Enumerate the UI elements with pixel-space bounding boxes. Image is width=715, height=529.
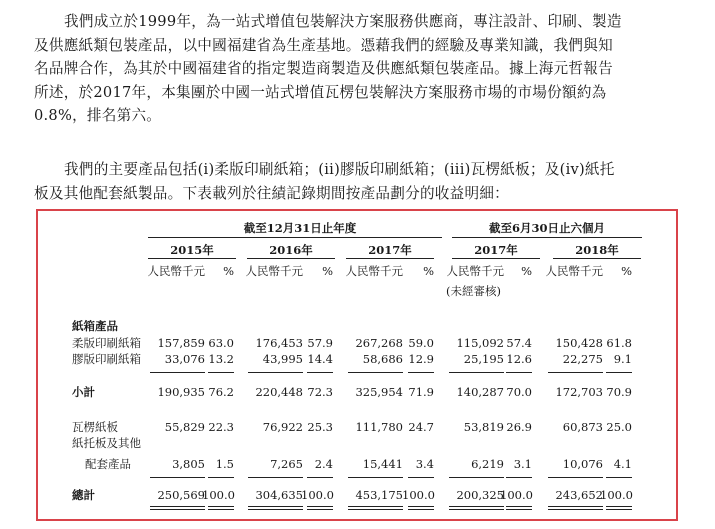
cell-amount: 33,076 bbox=[164, 352, 205, 366]
intro-line: 0.8%，排名第六。 bbox=[34, 107, 162, 125]
products-paragraph bbox=[34, 158, 660, 205]
pct-label: % bbox=[223, 264, 234, 278]
products-line: 板及其他配套紙製品。下表載列於往績記錄期間按產品劃分的收益明細： bbox=[34, 184, 510, 202]
cell-percent: 72.3 bbox=[307, 385, 333, 399]
group-underline-interim bbox=[452, 237, 642, 238]
cell-percent: 76.2 bbox=[208, 385, 234, 399]
cell-amount: 15,441 bbox=[362, 457, 403, 471]
intro-paragraph bbox=[34, 10, 660, 128]
row-label: 瓦楞紙板 bbox=[72, 420, 118, 434]
cell-amount: 190,935 bbox=[157, 385, 205, 399]
total-rule-top bbox=[408, 477, 434, 478]
group-header-interim: 截至6月30日止六個月 bbox=[488, 221, 605, 235]
row-label: 紙托板及其他 bbox=[72, 436, 141, 450]
cell-amount: 267,268 bbox=[355, 336, 403, 350]
year-header: 2016年 bbox=[269, 243, 313, 257]
intro-line: 所述，於2017年，本集團於中國一站式增值瓦楞包裝解決方案服務市場的市場份額約為 bbox=[34, 83, 607, 101]
cell-percent: 14.4 bbox=[307, 352, 333, 366]
year-underline bbox=[346, 258, 434, 259]
total-rule-double bbox=[307, 506, 333, 510]
cell-percent: 70.0 bbox=[506, 385, 532, 399]
unit-label: 人民幣千元 bbox=[446, 264, 504, 278]
cell-percent: 4.1 bbox=[613, 457, 632, 471]
cell-percent: 100.0 bbox=[202, 488, 235, 502]
cell-amount: 7,265 bbox=[270, 457, 303, 471]
cell-percent: 57.9 bbox=[307, 336, 333, 350]
unit-label: 人民幣千元 bbox=[545, 264, 603, 278]
cell-amount: 25,195 bbox=[463, 352, 504, 366]
cell-percent: 22.3 bbox=[208, 420, 234, 434]
unit-label: 人民幣千元 bbox=[345, 264, 403, 278]
cell-percent: 100.0 bbox=[500, 488, 533, 502]
subtotal-rule-top bbox=[449, 372, 504, 373]
cell-percent: 25.3 bbox=[307, 420, 333, 434]
total-rule-double bbox=[348, 506, 403, 510]
cell-percent: 26.9 bbox=[506, 420, 532, 434]
total-rule-double bbox=[248, 506, 303, 510]
row-label-cont: 配套產品 bbox=[85, 457, 131, 471]
cell-percent: 100.0 bbox=[301, 488, 334, 502]
total-rule-top bbox=[307, 477, 333, 478]
cell-percent: 100.0 bbox=[600, 488, 633, 502]
cell-amount: 157,859 bbox=[157, 336, 205, 350]
cell-percent: 59.0 bbox=[408, 336, 434, 350]
section-label: 紙箱產品 bbox=[72, 319, 118, 333]
cell-amount: 58,686 bbox=[362, 352, 403, 366]
cell-amount: 111,780 bbox=[355, 420, 403, 434]
year-underline bbox=[247, 258, 335, 259]
pct-label: % bbox=[423, 264, 434, 278]
cell-amount: 6,219 bbox=[471, 457, 504, 471]
cell-percent: 1.5 bbox=[215, 457, 234, 471]
pct-label: % bbox=[521, 264, 532, 278]
subtotal-rule-top bbox=[248, 372, 303, 373]
cell-percent: 24.7 bbox=[408, 420, 434, 434]
year-header: 2018年 bbox=[575, 243, 619, 257]
row-label: 總計 bbox=[72, 488, 95, 502]
cell-amount: 250,569 bbox=[157, 488, 205, 502]
total-rule-top bbox=[150, 477, 205, 478]
cell-amount: 3,805 bbox=[172, 457, 205, 471]
cell-amount: 172,703 bbox=[555, 385, 603, 399]
unaudited-note: (未經審核) bbox=[446, 284, 501, 298]
year-underline bbox=[553, 258, 641, 259]
cell-amount: 140,287 bbox=[456, 385, 504, 399]
cell-percent: 3.4 bbox=[415, 457, 434, 471]
cell-amount: 200,325 bbox=[456, 488, 504, 502]
cell-amount: 150,428 bbox=[555, 336, 603, 350]
cell-percent: 12.9 bbox=[408, 352, 434, 366]
subtotal-rule-top bbox=[150, 372, 205, 373]
cell-amount: 325,954 bbox=[355, 385, 403, 399]
total-rule-top bbox=[606, 477, 632, 478]
subtotal-rule-top bbox=[348, 372, 403, 373]
subtotal-rule-top bbox=[548, 372, 603, 373]
total-rule-double bbox=[150, 506, 205, 510]
cell-amount: 115,092 bbox=[456, 336, 504, 350]
year-header: 2015年 bbox=[170, 243, 214, 257]
total-rule-top bbox=[506, 477, 532, 478]
group-underline-annual bbox=[148, 237, 442, 238]
cell-percent: 63.0 bbox=[208, 336, 234, 350]
cell-percent: 70.9 bbox=[606, 385, 632, 399]
cell-percent: 71.9 bbox=[408, 385, 434, 399]
subtotal-rule-top bbox=[208, 372, 234, 373]
cell-percent: 12.6 bbox=[506, 352, 532, 366]
year-header: 2017年 bbox=[368, 243, 412, 257]
cell-percent: 2.4 bbox=[314, 457, 333, 471]
unit-label: 人民幣千元 bbox=[147, 264, 205, 278]
unit-label: 人民幣千元 bbox=[245, 264, 303, 278]
subtotal-rule-top bbox=[408, 372, 434, 373]
row-label: 膠版印刷紙箱 bbox=[72, 352, 141, 366]
year-header: 2017年 bbox=[474, 243, 518, 257]
cell-percent: 25.0 bbox=[606, 420, 632, 434]
cell-percent: 61.8 bbox=[606, 336, 632, 350]
total-rule-double bbox=[449, 506, 504, 510]
intro-line: 及供應紙類包裝產品，以中國福建省為生產基地。憑藉我們的經驗及專業知識，我們與知 bbox=[34, 36, 613, 54]
cell-amount: 220,448 bbox=[255, 385, 303, 399]
cell-amount: 43,995 bbox=[262, 352, 303, 366]
cell-percent: 13.2 bbox=[208, 352, 234, 366]
total-rule-double bbox=[606, 506, 632, 510]
cell-amount: 60,873 bbox=[562, 420, 603, 434]
products-line: 我們的主要產品包括(i)柔版印刷紙箱；(ii)膠版印刷紙箱；(iii)瓦楞紙板；及(iv)紙托 bbox=[64, 161, 615, 178]
subtotal-rule-top bbox=[506, 372, 532, 373]
group-header-annual: 截至12月31日止年度 bbox=[243, 221, 357, 235]
cell-amount: 76,922 bbox=[262, 420, 303, 434]
pct-label: % bbox=[322, 264, 333, 278]
intro-line: 我們成立於1999年，為一站式增值包裝解決方案服務供應商，專注設計、印刷、製造 bbox=[64, 13, 622, 30]
year-underline bbox=[452, 258, 540, 259]
cell-amount: 53,819 bbox=[463, 420, 504, 434]
cell-amount: 176,453 bbox=[255, 336, 303, 350]
cell-percent: 9.1 bbox=[613, 352, 632, 366]
total-rule-double bbox=[506, 506, 532, 510]
total-rule-top bbox=[449, 477, 504, 478]
total-rule-top bbox=[248, 477, 303, 478]
cell-amount: 10,076 bbox=[562, 457, 603, 471]
subtotal-rule-top bbox=[307, 372, 333, 373]
subtotal-rule-top bbox=[606, 372, 632, 373]
cell-percent: 3.1 bbox=[513, 457, 532, 471]
year-underline bbox=[148, 258, 236, 259]
cell-amount: 22,275 bbox=[562, 352, 603, 366]
row-label: 小計 bbox=[72, 385, 95, 399]
intro-line: 名品牌合作，為其於中國福建省的指定製造商製造及供應紙類包裝產品。據上海元哲報告 bbox=[34, 60, 613, 78]
pct-label: % bbox=[621, 264, 632, 278]
total-rule-top bbox=[348, 477, 403, 478]
total-rule-double bbox=[408, 506, 434, 510]
row-label: 柔版印刷紙箱 bbox=[72, 336, 141, 350]
cell-percent: 57.4 bbox=[506, 336, 532, 350]
cell-amount: 243,652 bbox=[555, 488, 603, 502]
total-rule-top bbox=[208, 477, 234, 478]
cell-amount: 55,829 bbox=[164, 420, 205, 434]
total-rule-double bbox=[208, 506, 234, 510]
cell-percent: 100.0 bbox=[402, 488, 435, 502]
total-rule-top bbox=[548, 477, 603, 478]
cell-amount: 453,175 bbox=[355, 488, 403, 502]
total-rule-double bbox=[548, 506, 603, 510]
cell-amount: 304,635 bbox=[255, 488, 303, 502]
